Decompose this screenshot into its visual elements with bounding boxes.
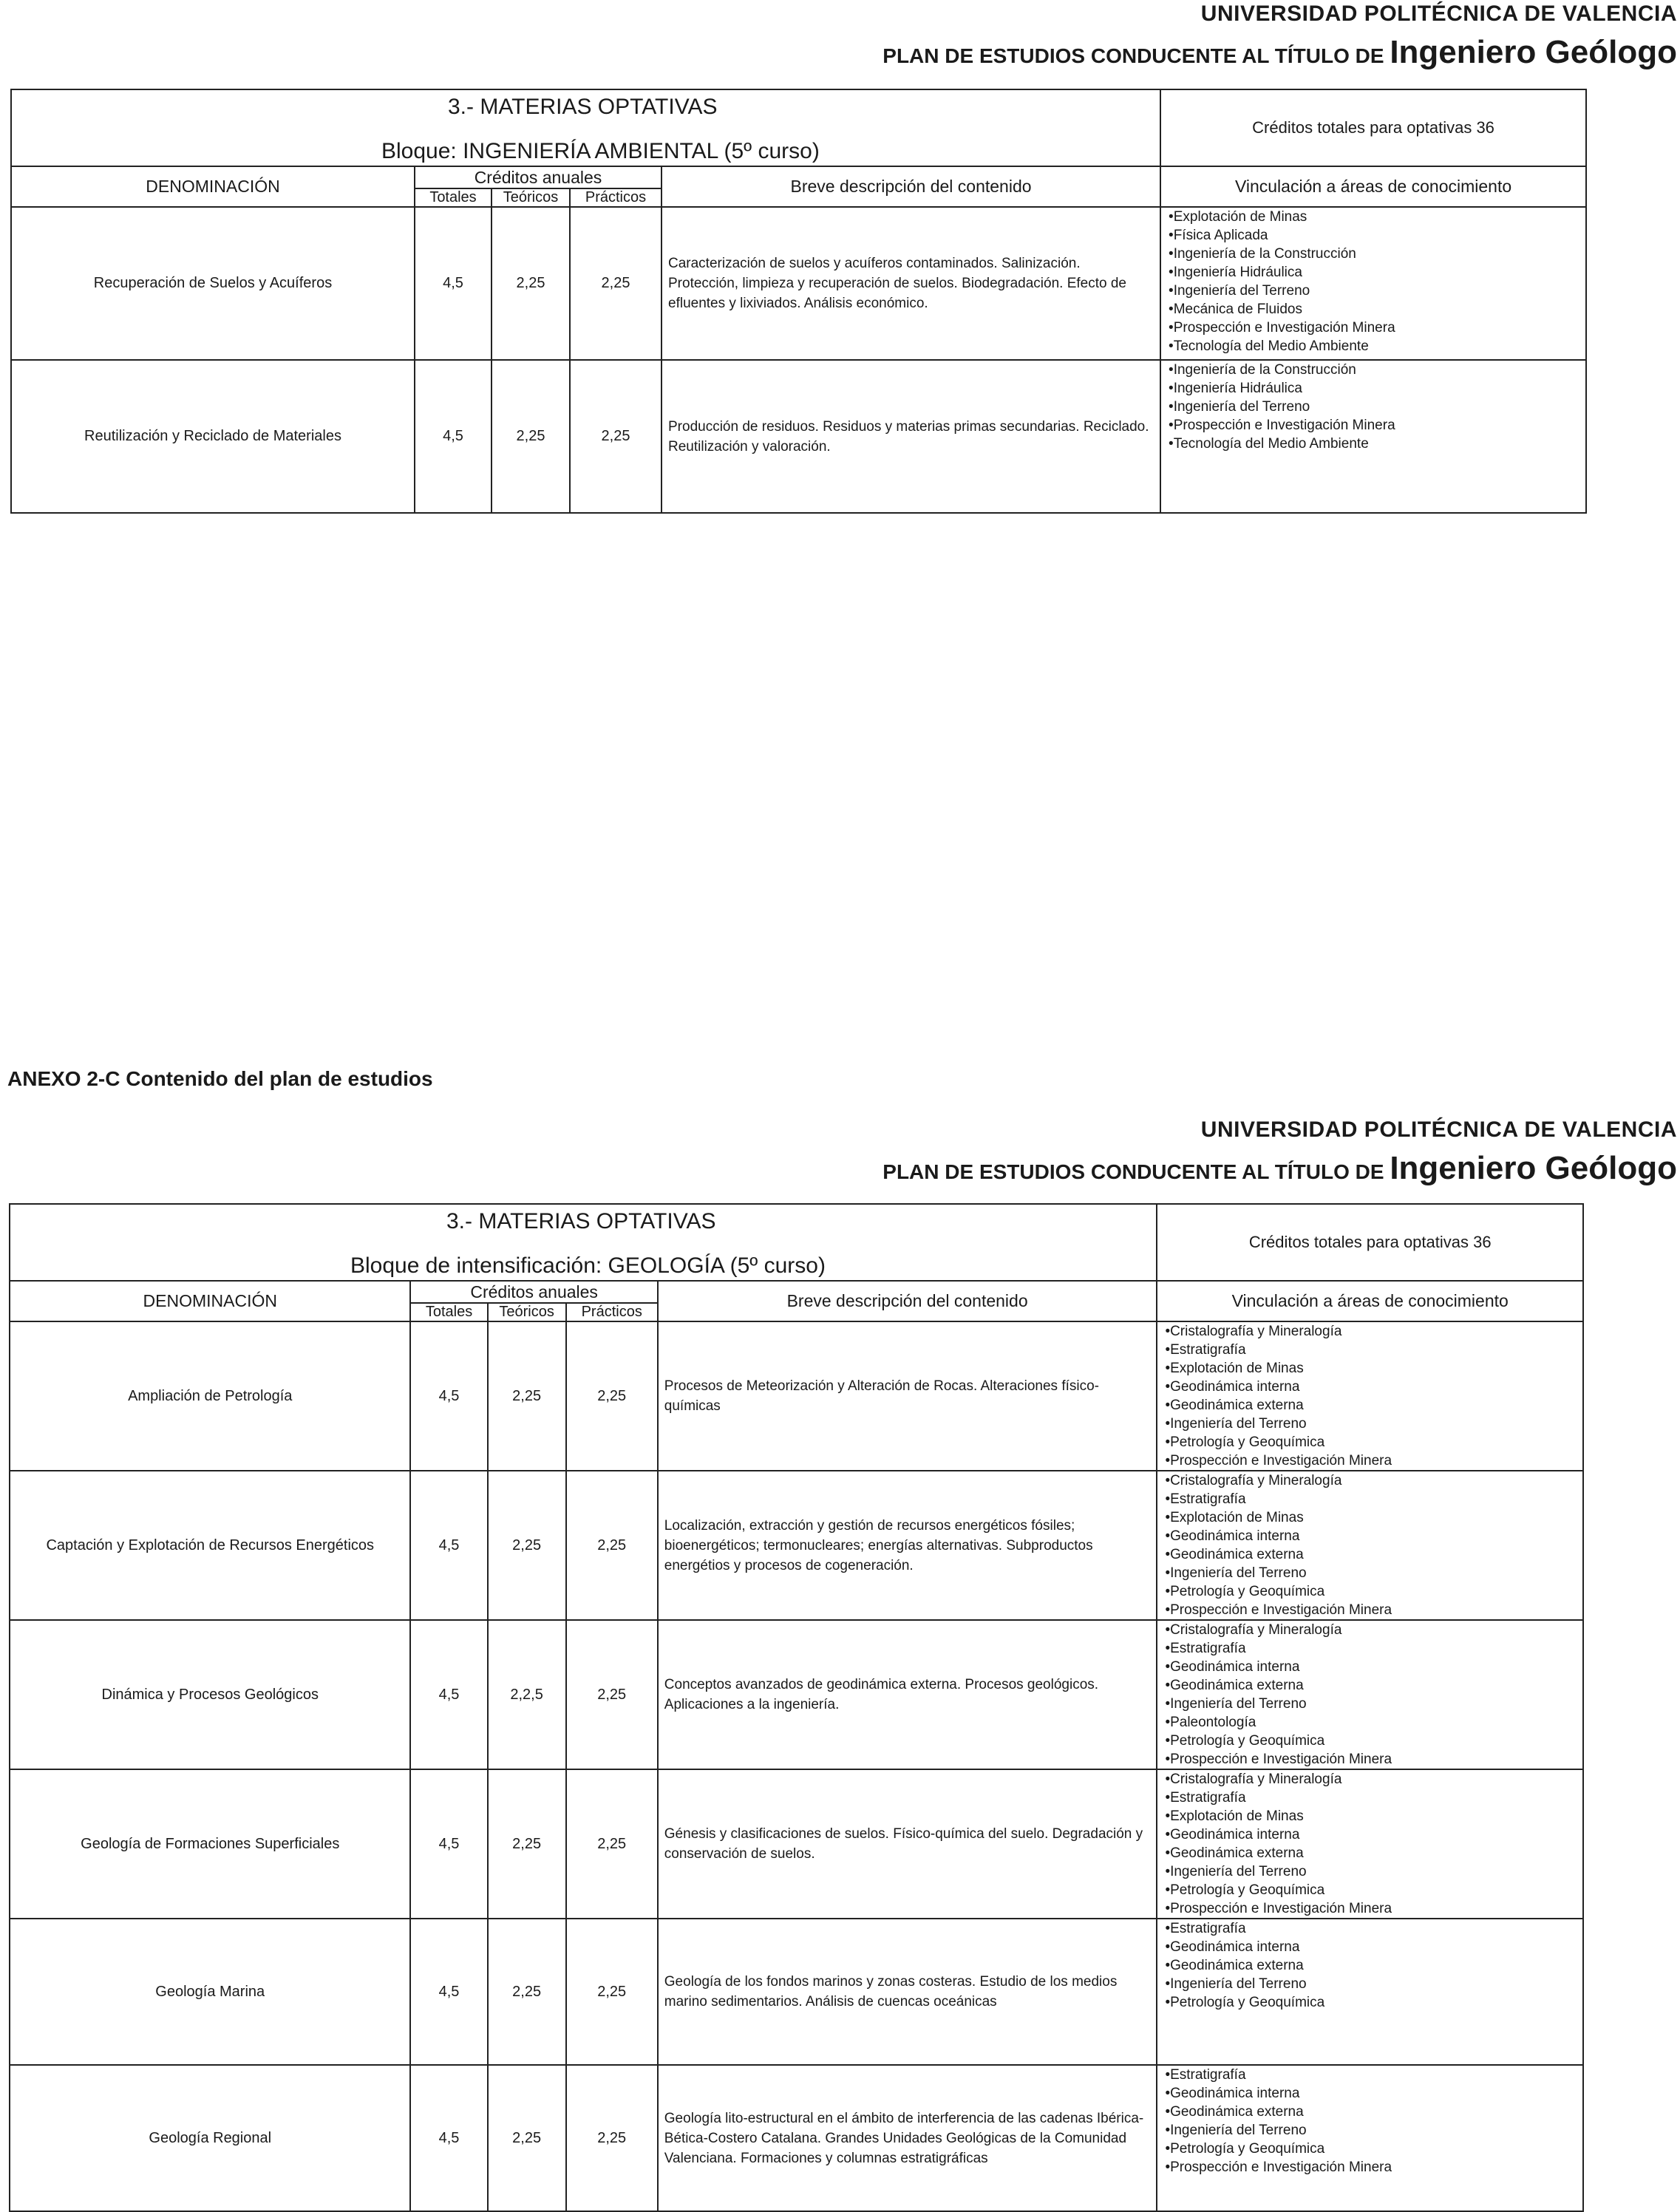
- subject-name: Geología de Formaciones Superficiales: [10, 1769, 410, 1919]
- area-item: •Explotación de Minas: [1165, 1808, 1304, 1824]
- area-item: •Física Aplicada: [1169, 228, 1268, 243]
- plan-line: [882, 34, 1677, 71]
- subject-description: Geología de los fondos marinos y zonas costeras. Estudio de los medios marino sedimentarios. Análisis de cuencas oceánicas: [658, 1919, 1157, 2065]
- university-name: UNIVERSIDAD POLITÉCNICA DE VALENCIA: [1200, 1, 1677, 26]
- area-item: •Ingeniería Hidráulica: [1169, 381, 1302, 396]
- table-row: [11, 360, 1586, 513]
- credits-teoricos: 2,25: [488, 1769, 566, 1919]
- credits-teoricos: 2,25: [492, 360, 570, 513]
- area-item: •Prospección e Investigación Minera: [1165, 1453, 1392, 1469]
- credits-totales: 4,5: [415, 207, 492, 360]
- subject-name: Reutilización y Reciclado de Materiales: [11, 360, 415, 513]
- area-item: •Prospección e Investigación Minera: [1165, 1901, 1392, 1916]
- area-item: •Prospección e Investigación Minera: [1169, 418, 1395, 433]
- area-item: •Petrología y Geoquímica: [1165, 1435, 1325, 1450]
- subject-description: Producción de residuos. Residuos y materias primas secundarias. Reciclado. Reutilización y valoración.: [662, 360, 1160, 513]
- knowledge-areas: [1157, 1620, 1583, 1769]
- col-descripcion: Breve descripción del contenido: [658, 1281, 1157, 1321]
- area-item: •Petrología y Geoquímica: [1165, 1882, 1325, 1898]
- university-name: UNIVERSIDAD POLITÉCNICA DE VALENCIA: [1200, 1117, 1677, 1142]
- annex-title: ANEXO 2-C Contenido del plan de estudios: [7, 1067, 433, 1090]
- knowledge-areas: [1157, 2065, 1583, 2211]
- plan-title: Ingeniero Geólogo: [1390, 1150, 1677, 1186]
- area-item: •Ingeniería del Terreno: [1165, 2123, 1307, 2138]
- area-item: •Estratigrafía: [1165, 1491, 1246, 1507]
- section-title: 3.- MATERIAS OPTATIVAS: [448, 95, 718, 119]
- subject-name: Captación y Explotación de Recursos Energéticos: [10, 1471, 410, 1620]
- section-title-cell: [11, 89, 1160, 166]
- plan-title: Ingeniero Geólogo: [1390, 34, 1677, 70]
- area-item: •Geodinámica interna: [1165, 1827, 1300, 1842]
- table-row: [10, 2065, 1583, 2211]
- credits-practicos: 2,25: [570, 360, 662, 513]
- col-denominacion: DENOMINACIÓN: [11, 166, 415, 207]
- page-header-bottom: [882, 1117, 1677, 1187]
- area-item: •Ingeniería del Terreno: [1165, 1864, 1307, 1879]
- col-creditos: Créditos anuales: [410, 1281, 657, 1303]
- area-item: •Estratigrafía: [1165, 2067, 1246, 2083]
- area-item: •Prospección e Investigación Minera: [1165, 2160, 1392, 2175]
- credits-practicos: 2,25: [570, 207, 662, 360]
- area-item: •Prospección e Investigación Minera: [1169, 320, 1395, 336]
- col-teoricos: Teóricos: [488, 1303, 566, 1321]
- area-item: •Ingeniería del Terreno: [1165, 1416, 1307, 1432]
- knowledge-areas: [1160, 360, 1586, 513]
- area-item: •Ingeniería de la Construcción: [1169, 246, 1356, 262]
- area-item: •Geodinámica interna: [1165, 1379, 1300, 1395]
- area-item: •Geodinámica interna: [1165, 1659, 1300, 1675]
- area-item: •Estratigrafía: [1165, 1342, 1246, 1358]
- area-item: •Ingeniería de la Construcción: [1169, 362, 1356, 378]
- area-item: •Ingeniería del Terreno: [1165, 1696, 1307, 1712]
- credits-practicos: 2,25: [566, 1471, 658, 1620]
- credits-teoricos: 2,2,5: [488, 1620, 566, 1769]
- table-row: [10, 1769, 1583, 1919]
- knowledge-areas: [1157, 1321, 1583, 1471]
- credits-teoricos: 2,25: [492, 207, 570, 360]
- area-item: •Geodinámica interna: [1165, 1939, 1300, 1955]
- area-item: •Petrología y Geoquímica: [1165, 1733, 1325, 1749]
- col-teoricos: Teóricos: [492, 188, 570, 207]
- table-row: [11, 207, 1586, 360]
- section1-rows: [11, 207, 1586, 513]
- subject-name: Recuperación de Suelos y Acuíferos: [11, 207, 415, 360]
- subject-name: Ampliación de Petrología: [10, 1321, 410, 1471]
- col-vinculacion: Vinculación a áreas de conocimiento: [1157, 1281, 1583, 1321]
- area-item: •Petrología y Geoquímica: [1165, 2141, 1325, 2157]
- subject-description: Génesis y clasificaciones de suelos. Físico-química del suelo. Degradación y conservación de suelos.: [658, 1769, 1157, 1919]
- credits-totales: 4,5: [410, 1620, 487, 1769]
- area-item: •Cristalografía y Mineralogía: [1165, 1622, 1342, 1638]
- area-item: •Geodinámica interna: [1165, 2086, 1300, 2101]
- block-title: Bloque de intensificación: GEOLOGÍA (5º curso): [350, 1253, 826, 1278]
- area-item: •Prospección e Investigación Minera: [1165, 1602, 1392, 1618]
- credits-teoricos: 2,25: [488, 1919, 566, 2065]
- subject-description: Conceptos avanzados de geodinámica externa. Procesos geológicos. Aplicaciones a la ingeniería.: [658, 1620, 1157, 1769]
- credits-total: Créditos totales para optativas 36: [1160, 89, 1586, 166]
- table-ingenieria-ambiental: [10, 89, 1587, 514]
- area-item: •Geodinámica externa: [1165, 1398, 1304, 1413]
- area-item: •Tecnología del Medio Ambiente: [1169, 436, 1369, 452]
- credits-totales: 4,5: [410, 1919, 487, 2065]
- subject-description: Procesos de Meteorización y Alteración de Rocas. Alteraciones físico-químicas: [658, 1321, 1157, 1471]
- subject-description: Geología lito-estructural en el ámbito de interferencia de las cadenas Ibérica-Bética-Costero Catalana. Grandes Unidades Geológicas de la Comunidad Valenciana. Formaciones y columnas estratigráficas: [658, 2065, 1157, 2211]
- area-item: •Explotación de Minas: [1165, 1361, 1304, 1376]
- page-header-top: [882, 1, 1677, 71]
- plan-line: [882, 1150, 1677, 1187]
- area-item: •Petrología y Geoquímica: [1165, 1995, 1325, 2010]
- section-title: 3.- MATERIAS OPTATIVAS: [446, 1209, 716, 1233]
- section2-rows: [10, 1321, 1583, 2211]
- area-item: •Geodinámica externa: [1165, 1678, 1304, 1693]
- area-item: •Cristalografía y Mineralogía: [1165, 1772, 1342, 1787]
- credits-practicos: 2,25: [566, 1620, 658, 1769]
- credits-practicos: 2,25: [566, 2065, 658, 2211]
- credits-total: Créditos totales para optativas 36: [1157, 1204, 1583, 1281]
- col-practicos: Prácticos: [570, 188, 662, 207]
- col-totales: Totales: [415, 188, 492, 207]
- area-item: •Geodinámica externa: [1165, 1547, 1304, 1562]
- credits-totales: 4,5: [410, 2065, 487, 2211]
- credits-totales: 4,5: [410, 1321, 487, 1471]
- area-item: •Explotación de Minas: [1165, 1510, 1304, 1525]
- credits-practicos: 2,25: [566, 1321, 658, 1471]
- area-item: •Cristalografía y Mineralogía: [1165, 1473, 1342, 1488]
- table-row: [10, 1620, 1583, 1769]
- credits-teoricos: 2,25: [488, 1471, 566, 1620]
- table-geologia: [9, 1203, 1584, 2212]
- area-item: •Geodinámica externa: [1165, 1845, 1304, 1861]
- area-item: •Geodinámica externa: [1165, 2104, 1304, 2120]
- area-item: •Prospección e Investigación Minera: [1165, 1752, 1392, 1767]
- area-item: •Cristalografía y Mineralogía: [1165, 1324, 1342, 1339]
- plan-prefix: PLAN DE ESTUDIOS CONDUCENTE AL TÍTULO DE: [882, 1160, 1384, 1183]
- area-item: •Geodinámica interna: [1165, 1528, 1300, 1544]
- area-item: •Paleontología: [1165, 1715, 1256, 1730]
- credits-totales: 4,5: [410, 1471, 487, 1620]
- knowledge-areas: [1157, 1769, 1583, 1919]
- knowledge-areas: [1157, 1919, 1583, 2065]
- col-totales: Totales: [410, 1303, 487, 1321]
- section-title-cell: [10, 1204, 1157, 1281]
- area-item: •Ingeniería del Terreno: [1169, 399, 1310, 415]
- col-practicos: Prácticos: [566, 1303, 658, 1321]
- area-item: •Ingeniería del Terreno: [1165, 1976, 1307, 1992]
- credits-teoricos: 2,25: [488, 1321, 566, 1471]
- credits-teoricos: 2,25: [488, 2065, 566, 2211]
- area-item: •Mecánica de Fluidos: [1169, 302, 1302, 317]
- subject-name: Geología Regional: [10, 2065, 410, 2211]
- subject-name: Geología Marina: [10, 1919, 410, 2065]
- block-title: Bloque: INGENIERÍA AMBIENTAL (5º curso): [381, 139, 820, 163]
- area-item: •Estratigrafía: [1165, 1641, 1246, 1656]
- table-row: [10, 1471, 1583, 1620]
- col-denominacion: DENOMINACIÓN: [10, 1281, 410, 1321]
- table-row: [10, 1919, 1583, 2065]
- area-item: •Geodinámica externa: [1165, 1958, 1304, 1973]
- knowledge-areas: [1160, 207, 1586, 360]
- subject-description: Caracterización de suelos y acuíferos contaminados. Salinización. Protección, limpieza y recuperación de suelos. Biodegradación. Efecto de efluentes y lixiviados. Análisis económico.: [662, 207, 1160, 360]
- area-item: •Ingeniería del Terreno: [1169, 283, 1310, 299]
- col-descripcion: Breve descripción del contenido: [662, 166, 1160, 207]
- area-item: •Petrología y Geoquímica: [1165, 1584, 1325, 1599]
- area-item: •Explotación de Minas: [1169, 209, 1307, 225]
- col-vinculacion: Vinculación a áreas de conocimiento: [1160, 166, 1586, 207]
- area-item: •Ingeniería Hidráulica: [1169, 265, 1302, 280]
- credits-totales: 4,5: [410, 1769, 487, 1919]
- area-item: •Tecnología del Medio Ambiente: [1169, 338, 1369, 354]
- col-creditos: Créditos anuales: [415, 166, 662, 188]
- area-item: •Estratigrafía: [1165, 1921, 1246, 1936]
- credits-totales: 4,5: [415, 360, 492, 513]
- subject-description: Localización, extracción y gestión de recursos energéticos fósiles; bioenergéticos; termonucleares; energías alternativas. Subproductos energétios y procesos de cogeneración.: [658, 1471, 1157, 1620]
- area-item: •Ingeniería del Terreno: [1165, 1565, 1307, 1581]
- plan-prefix: PLAN DE ESTUDIOS CONDUCENTE AL TÍTULO DE: [882, 44, 1384, 67]
- credits-practicos: 2,25: [566, 1919, 658, 2065]
- table-row: [10, 1321, 1583, 1471]
- credits-practicos: 2,25: [566, 1769, 658, 1919]
- area-item: •Estratigrafía: [1165, 1790, 1246, 1806]
- knowledge-areas: [1157, 1471, 1583, 1620]
- subject-name: Dinámica y Procesos Geológicos: [10, 1620, 410, 1769]
